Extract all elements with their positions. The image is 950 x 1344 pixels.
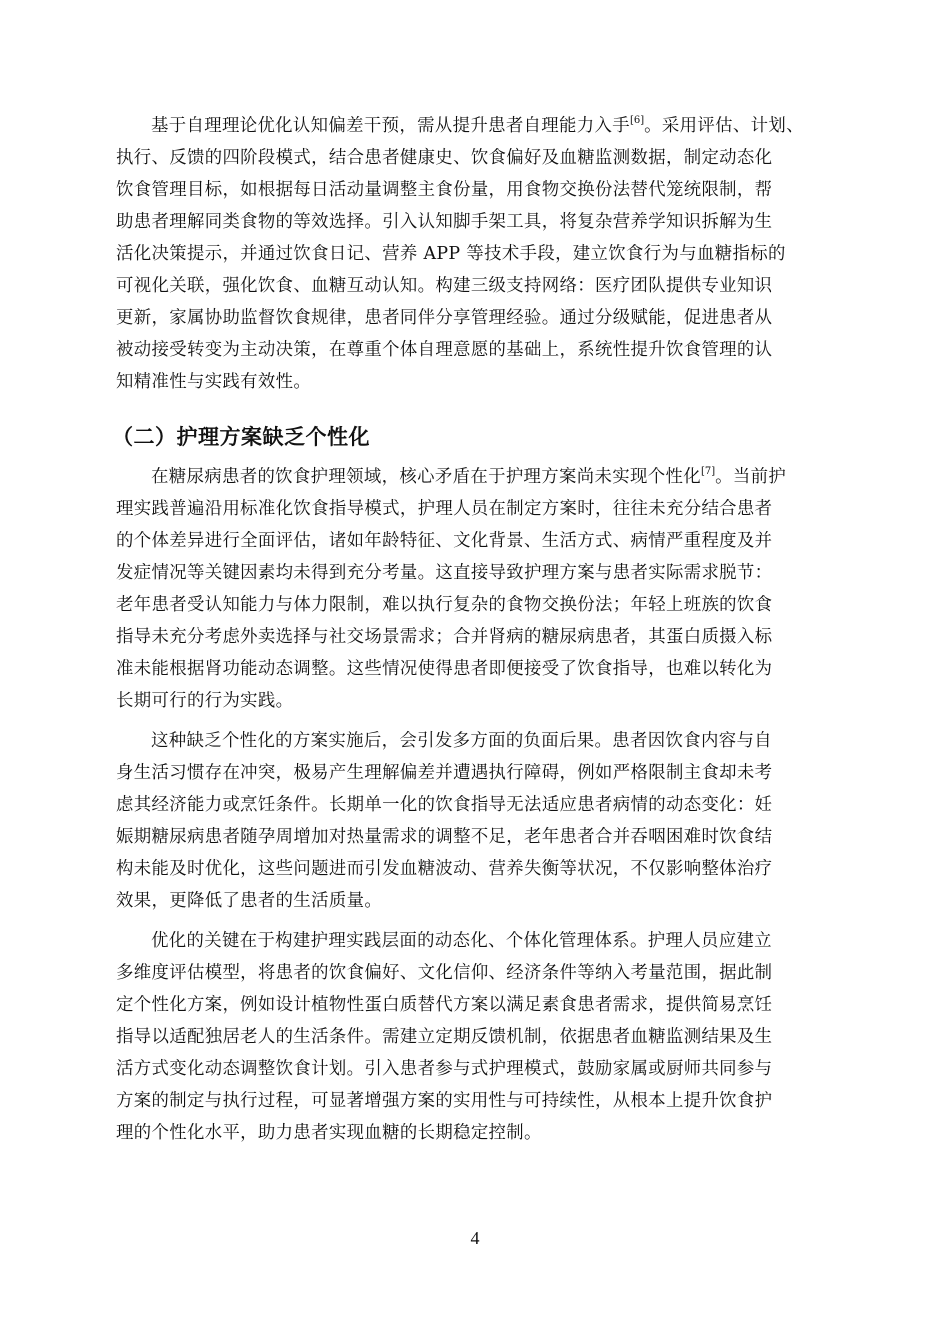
paragraph-line xyxy=(151,110,804,142)
paragraph-line: 虑其经济能力或烹饪条件。长期单一化的饮食指导无法适应患者病情的动态变化：妊 xyxy=(116,795,773,815)
paragraph-text: 。采用评估、计划、 xyxy=(644,116,804,136)
paragraph-line: 的个体差异进行全面评估，诸如年龄特征、文化背景、生活方式、病情严重程度及并 xyxy=(116,531,773,551)
page-number: 4 xyxy=(470,1228,480,1248)
paragraph-line: 娠期糖尿病患者随孕周增加对热量需求的调整不足，老年患者合并吞咽困难时饮食结 xyxy=(116,827,773,847)
paragraph-text: 在糖尿病患者的饮食护理领域，核心矛盾在于护理方案尚未实现个性化 xyxy=(151,467,701,487)
paragraph-line: 更新，家属协助监督饮食规律，患者同伴分享管理经验。通过分级赋能，促进患者从 xyxy=(116,308,773,328)
paragraph-line: 发症情况等关键因素均未得到充分考量。这直接导致护理方案与患者实际需求脱节： xyxy=(116,563,773,583)
section-heading: （二）护理方案缺乏个性化 xyxy=(112,425,370,449)
paragraph-text: 基于自理理论优化认知偏差干预，需从提升患者自理能力入手 xyxy=(151,116,630,136)
paragraph-line: 可视化关联，强化饮食、血糖互动认知。构建三级支持网络：医疗团队提供专业知识 xyxy=(116,276,773,296)
paragraph-line: 指导未充分考虑外卖选择与社交场景需求；合并肾病的糖尿病患者，其蛋白质摄入标 xyxy=(116,627,773,647)
paragraph-line xyxy=(151,461,786,493)
paragraph-line: 这种缺乏个性化的方案实施后，会引发多方面的负面后果。患者因饮食内容与自 xyxy=(151,731,772,751)
paragraph-line: 被动接受转变为主动决策，在尊重个体自理意愿的基础上，系统性提升饮食管理的认 xyxy=(116,340,773,360)
paragraph-line: 助患者理解同类食物的等效选择。引入认知脚手架工具，将复杂营养学知识拆解为生 xyxy=(116,212,773,232)
paragraph-line: 饮食管理目标，如根据每日活动量调整主食份量，用食物交换份法替代笼统限制，帮 xyxy=(116,180,773,200)
paragraph-line: 理的个性化水平，助力患者实现血糖的长期稳定控制。 xyxy=(116,1123,542,1143)
paragraph-line: 定个性化方案，例如设计植物性蛋白质替代方案以满足素食患者需求，提供简易烹饪 xyxy=(116,995,773,1015)
paragraph-line: 多维度评估模型，将患者的饮食偏好、文化信仰、经济条件等纳入考量范围，据此制 xyxy=(116,963,773,983)
paragraph-line: 身生活习惯存在冲突，极易产生理解偏差并遭遇执行障碍，例如严格限制主食却未考 xyxy=(116,763,773,783)
paragraph-line: 知精准性与实践有效性。 xyxy=(116,372,312,392)
paragraph-line: 指导以适配独居老人的生活条件。需建立定期反馈机制，依据患者血糖监测结果及生 xyxy=(116,1027,773,1047)
citation-reference: [7] xyxy=(700,466,716,477)
paragraph-line: 老年患者受认知能力与体力限制，难以执行复杂的食物交换份法；年轻上班族的饮食 xyxy=(116,595,773,615)
paragraph-line: 理实践普遍沿用标准化饮食指导模式，护理人员在制定方案时，往往未充分结合患者 xyxy=(116,499,773,519)
paragraph-line: 效果，更降低了患者的生活质量。 xyxy=(116,891,383,911)
paragraph-line: 准未能根据肾功能动态调整。这些情况使得患者即便接受了饮食指导，也难以转化为 xyxy=(116,659,773,679)
paragraph-line: 执行、反馈的四阶段模式，结合患者健康史、饮食偏好及血糖监测数据，制定动态化 xyxy=(116,148,773,168)
paragraph-line: 方案的制定与执行过程，可显著增强方案的实用性与可持续性，从根本上提升饮食护 xyxy=(116,1091,773,1111)
paragraph-line: 长期可行的行为实践。 xyxy=(116,691,294,711)
citation-reference: [6] xyxy=(630,115,645,126)
paragraph-line: 活方式变化动态调整饮食计划。引入患者参与式护理模式，鼓励家属或厨师共同参与 xyxy=(116,1059,773,1079)
paragraph-line: 活化决策提示，并通过饮食日记、营养 APP 等技术手段，建立饮食行为与血糖指标的 xyxy=(116,244,786,264)
paragraph-text: 。当前护 xyxy=(715,467,787,487)
paragraph-line: 构未能及时优化，这些问题进而引发血糖波动、营养失衡等状况，不仅影响整体治疗 xyxy=(116,859,773,879)
paragraph-line: 优化的关键在于构建护理实践层面的动态化、个体化管理体系。护理人员应建立 xyxy=(151,931,772,951)
